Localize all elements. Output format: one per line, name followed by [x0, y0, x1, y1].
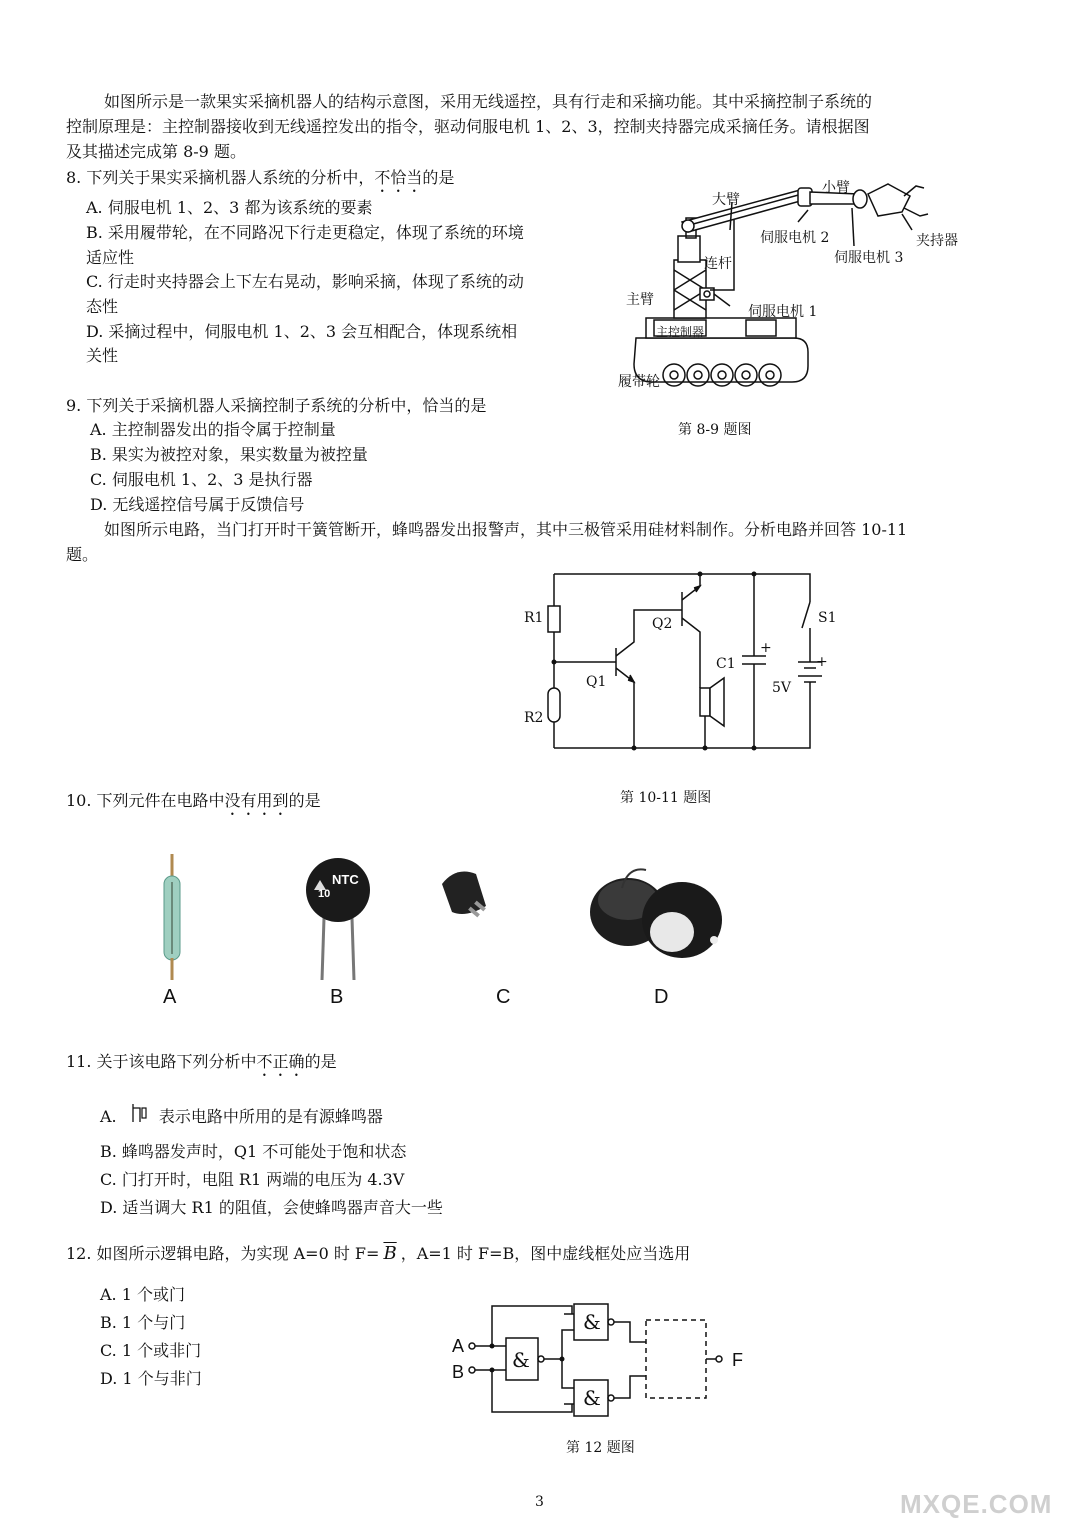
watermark-text: MXQE.COM — [900, 1489, 1053, 1519]
q12-option-c: C. 1 个或非门 — [100, 1341, 202, 1360]
component-label-a: A — [163, 986, 177, 1008]
q11-option-d: D. 适当调大 R1 的阻值，会使蜂鸣器声音大一些 — [100, 1198, 443, 1217]
q8-stem-emphasis: 不恰当 — [374, 168, 423, 187]
q11-stem-emphasis: 不正确 — [256, 1052, 305, 1071]
robot-figure-caption: 第 8-9 题图 — [678, 422, 752, 438]
q10-stem: 10. 下列元件在电路中没有用到的是 — [66, 791, 321, 810]
q8-option-d-cont: 关性 — [86, 346, 119, 365]
reed-switch-image — [150, 852, 194, 982]
label-motor2: 伺服电机 2 — [760, 230, 830, 246]
intro-1011-line1: 如图所示电路，当门打开时干簧管断开，蜂鸣器发出报警声，其中三极管采用硅材料制作。分析电路并回答 10-11 — [104, 520, 908, 539]
intro-89-line2: 控制原理是：主控制器接收到无线遥控发出的指令，驱动伺服电机 1、2、3，控制夹持器完成采摘任务。请根据图 — [66, 117, 870, 136]
q12-stem: 12. 如图所示逻辑电路，为实现 A=0 时 $F= \overline{B}$ ，A=1 时 F=B，图中虚线框处应当选用 — [66, 1243, 691, 1264]
q8-option-d: D. 采摘过程中，伺服电机 1、2、3 会互相配合，体现系统相 — [86, 322, 518, 341]
q9-option-d: D. 无线遥控信号属于反馈信号 — [90, 495, 305, 514]
q9-option-a: A. 主控制器发出的指令属于控制量 — [90, 420, 336, 439]
gate-bottom-symbol: & — [583, 1386, 601, 1410]
q8-option-c-cont: 态性 — [86, 297, 119, 316]
q12-option-b: B. 1 个与门 — [100, 1313, 186, 1332]
label-c1: C1 — [716, 656, 736, 672]
component-label-d: D — [654, 986, 669, 1008]
label-r2: R2 — [524, 710, 544, 726]
label-motor1: 伺服电机 1 — [748, 304, 818, 320]
logic-input-b: B — [452, 1362, 465, 1382]
transistor-image — [436, 866, 492, 926]
robot-figure — [612, 160, 972, 400]
logic-figure-caption: 第 12 题图 — [566, 1440, 635, 1456]
q12-option-a: A. 1 个或门 — [100, 1285, 185, 1304]
logic-circuit-figure — [446, 1298, 756, 1422]
intro-1011-line2: 题。 — [66, 545, 99, 564]
intro-89-line1: 如图所示是一款果实采摘机器人的结构示意图，采用无线遥控，具有行走和采摘功能。其中采摘控制子系统的 — [104, 92, 873, 111]
label-c1-plus: + — [760, 640, 772, 656]
label-battery-plus: + — [816, 654, 828, 670]
q8-option-c: C. 行走时夹持器会上下左右晃动，影响采摘，体现了系统的动 — [86, 272, 524, 291]
label-motor3: 伺服电机 3 — [834, 250, 904, 266]
label-q1: Q1 — [586, 674, 607, 690]
buzzer-image — [586, 860, 726, 968]
q11-option-c: C. 门打开时，电阻 R1 两端的电压为 4.3V — [100, 1170, 405, 1189]
label-da-bi: 大臂 — [712, 192, 740, 208]
q9-stem: 9. 下列关于采摘机器人采摘控制子系统的分析中，恰当的是 — [66, 396, 487, 415]
component-label-b: B — [330, 986, 344, 1008]
ntc-text: NTC — [332, 872, 359, 887]
q11-option-a: A. 表示电路中所用的是有源蜂鸣器 — [100, 1102, 383, 1129]
logic-input-a: A — [452, 1336, 465, 1356]
q8-option-a: A. 伺服电机 1、2、3 都为该系统的要素 — [86, 198, 373, 217]
ntc-number: 10 — [318, 888, 331, 900]
q12-option-d: D. 1 个与非门 — [100, 1369, 202, 1388]
label-gripper: 夹持器 — [916, 233, 958, 249]
intro-89-line3: 及其描述完成第 8-9 题。 — [66, 142, 246, 161]
q8-option-b: B. 采用履带轮，在不同路况下行走更稳定，体现了系统的环境 — [86, 223, 524, 242]
label-s1: S1 — [818, 610, 837, 626]
label-track: 履带轮 — [618, 374, 660, 390]
label-lian-gan: 连杆 — [704, 256, 732, 272]
gate-top-symbol: & — [583, 1310, 601, 1334]
q8-stem: 8. 下列关于果实采摘机器人系统的分析中，不恰当的是 — [66, 168, 455, 187]
q11-option-b: B. 蜂鸣器发声时，Q1 不可能处于饱和状态 — [100, 1142, 407, 1161]
page-number: 3 — [535, 1494, 544, 1510]
q12-stem-b-bar: $\overline{B}$ — [383, 1243, 397, 1264]
circuit-figure-caption: 第 10-11 题图 — [620, 790, 712, 806]
gate-middle-symbol: & — [512, 1348, 530, 1372]
q11-stem: 11. 关于该电路下列分析中不正确的是 — [66, 1052, 337, 1071]
label-5v: 5V — [772, 680, 792, 696]
label-controller: 主控制器 — [656, 325, 705, 339]
label-q2: Q2 — [652, 616, 673, 632]
q10-stem-emphasis: 没有用到 — [224, 791, 289, 810]
label-zhu-bi: 主臂 — [626, 292, 654, 308]
label-xiao-bi: 小臂 — [822, 180, 850, 196]
q8-option-b-cont: 适应性 — [86, 248, 135, 267]
q9-option-c: C. 伺服电机 1、2、3 是执行器 — [90, 470, 313, 489]
logic-output-f: F — [732, 1350, 743, 1370]
component-label-c: C — [496, 986, 511, 1008]
label-r1: R1 — [524, 610, 544, 626]
circuit-figure — [510, 562, 850, 762]
buzzer-symbol-icon — [130, 1102, 152, 1124]
q9-option-b: B. 果实为被控对象，果实数量为被控量 — [90, 445, 368, 464]
